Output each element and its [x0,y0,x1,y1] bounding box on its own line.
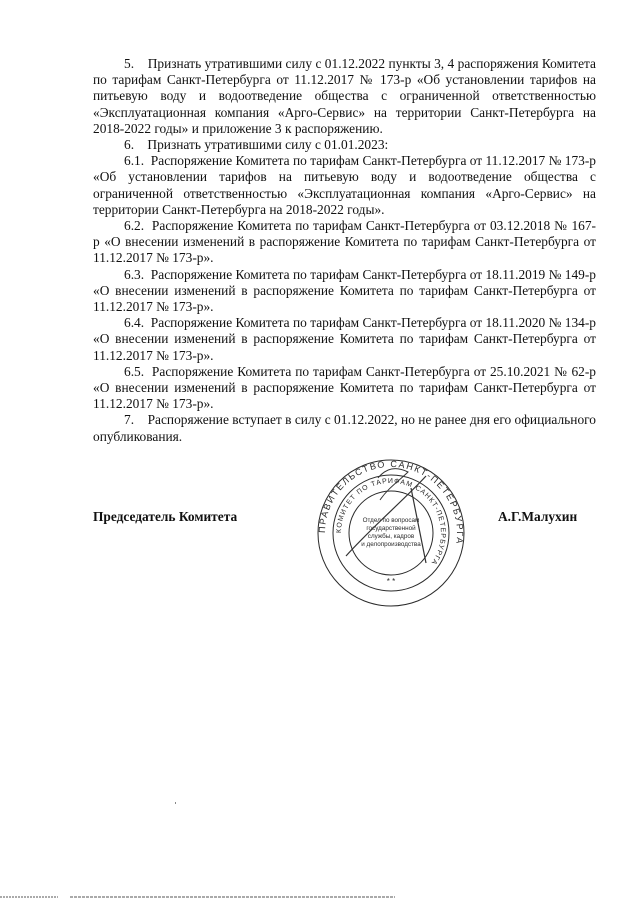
svg-text:Отдел по вопросам: Отдел по вопросам [362,517,420,524]
paragraph-5: 5. Признать утратившими силу с 01.12.2022 пункты 3, 4 распоряжения Комитета по тарифам Санкт-Петербурга от 11.12.2017 № 173-р «Об установлении тарифов на питьевую воду и водоотведение общества с ограниченной ответственностью «Эксплуатационная компания «Арго-Сервис» на территории Санкт-Петербурга на 2018-2022 годы» и приложение 3 к распоряжению. [93,56,596,136]
stamp-center-text [361,517,421,548]
scan-artifact-lines [0,894,640,900]
stamp-inner-text: КОМИТЕТ ПО ТАРИФАМ САНКТ-ПЕТЕРБУРГА [335,477,447,567]
stamp-outer-text: ПРАВИТЕЛЬСТВО САНКТ-ПЕТЕРБУРГА [316,458,466,546]
official-stamp [316,458,466,608]
document-body [93,56,596,445]
paragraph-6-4: 6.4. Распоряжение Комитета по тарифам Санкт-Петербурга от 18.11.2020 № 134-р «О внесении изменений в распоряжение Комитета по тарифам Санкт-Петербурга от 11.12.2017 № 173-р». [93,315,596,363]
signatory-name: А.Г.Малухин [498,509,578,524]
paragraph-6-3: 6.3. Распоряжение Комитета по тарифам Санкт-Петербурга от 18.11.2019 № 149-р «О внесении изменений в распоряжение Комитета по тарифам Санкт-Петербурга от 11.12.2017 № 173-р». [93,266,596,315]
paragraph-7: 7. Распоряжение вступает в силу с 01.12.2022, но не ранее дня его официального опубликования. [93,412,596,444]
stamp-stars: * * [386,577,396,586]
signatory-position: Председатель Комитета [93,509,238,524]
paragraph-6-2: 6.2. Распоряжение Комитета по тарифам Санкт-Петербурга от 03.12.2018 № 167-р «О внесении изменений в распоряжение Комитета по тарифам Санкт-Петербурга от 11.12.2017 № 173-р». [93,218,596,266]
svg-text:и делопроизводства: и делопроизводства [361,541,421,548]
svg-text:государственной: государственной [366,525,416,532]
scan-artifact-dot [175,802,176,804]
paragraph-6: 6. Признать утратившими силу с 01.01.2023: [124,137,389,153]
paragraph-6-5: 6.5. Распоряжение Комитета по тарифам Санкт-Петербурга от 25.10.2021 № 62-р «О внесении изменений в распоряжение Комитета по тарифам Санкт-Петербурга от 11.12.2017 № 173-р». [93,363,596,412]
paragraph-6-1: 6.1. Распоряжение Комитета по тарифам Санкт-Петербурга от 11.12.2017 № 173-р «Об установлении тарифов на питьевую воду и водоотведение общества с ограниченной ответственностью «Эксплуатационная компания «Арго-Сервис» на территории Санкт-Петербурга на 2018-2022 годы». [93,153,596,217]
svg-text:службы, кадров: службы, кадров [367,533,415,540]
